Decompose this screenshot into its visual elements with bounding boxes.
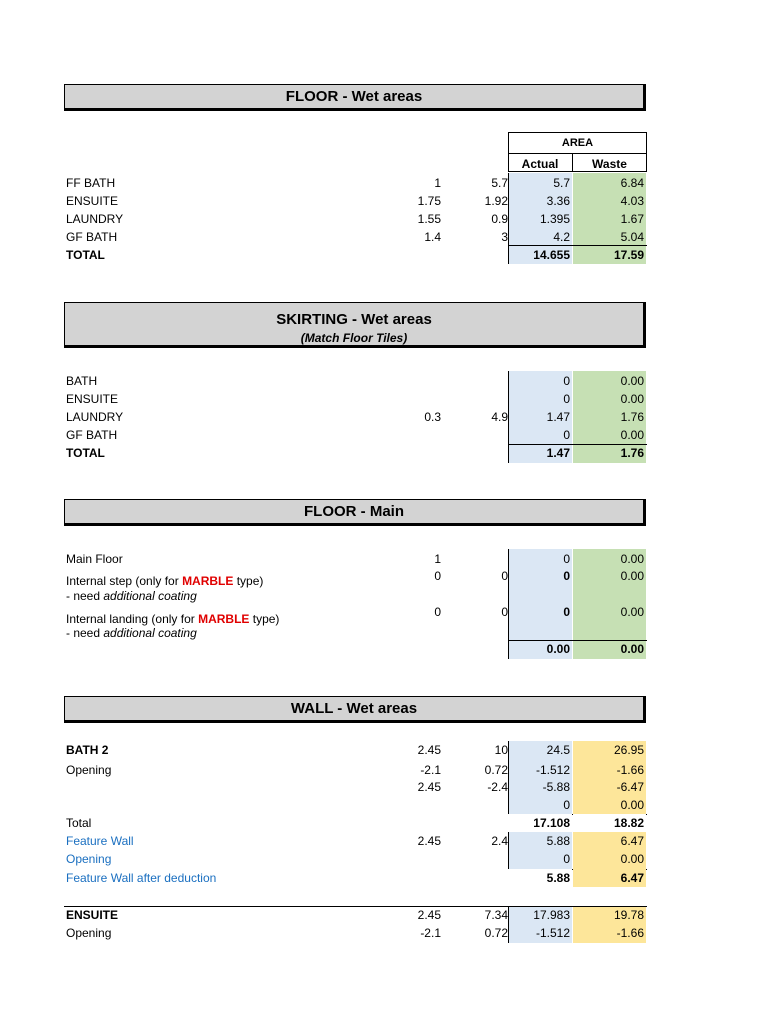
waste-value: 0.00 xyxy=(620,552,644,566)
note-text: - need xyxy=(66,626,104,640)
total-actual: 1.47 xyxy=(546,446,570,460)
dimension-b: 7.34 xyxy=(484,908,508,922)
section-subtitle: (Match Floor Tiles) xyxy=(300,331,408,345)
total-waste: 0.00 xyxy=(620,642,644,656)
actual-value: -1.512 xyxy=(535,763,570,777)
actual-value: 5.7 xyxy=(553,176,570,190)
row-label: LAUNDRY xyxy=(66,212,124,226)
row-label: Opening xyxy=(66,926,112,940)
row-label xyxy=(66,574,263,588)
waste-value: -1.66 xyxy=(616,763,644,777)
waste-value: 0.00 xyxy=(620,392,644,406)
actual-value: 0 xyxy=(563,392,570,406)
actual-value: -1.512 xyxy=(535,926,570,940)
actual-value: 1.47 xyxy=(546,410,570,424)
row-label: BATH xyxy=(66,374,98,388)
dimension-a: -2.1 xyxy=(420,926,441,940)
dimension-b: 1.92 xyxy=(484,194,508,208)
column-header-actual: Actual xyxy=(521,157,559,171)
row-label: Feature Wall after deduction xyxy=(66,871,217,885)
dimension-b: 3 xyxy=(501,230,508,244)
waste-value: 1.76 xyxy=(620,410,644,424)
total-waste: 1.76 xyxy=(620,446,644,460)
dimension-a: 1 xyxy=(434,552,441,566)
waste-value: 0.00 xyxy=(620,798,644,812)
total-actual: 17.108 xyxy=(533,816,570,830)
actual-value: 4.2 xyxy=(553,230,570,244)
section-header-wall-wet xyxy=(64,696,646,723)
dimension-b: 0.9 xyxy=(491,212,508,226)
label-text: Internal step (only for xyxy=(66,574,183,588)
actual-value: -5.88 xyxy=(542,780,570,794)
waste-value: 4.03 xyxy=(620,194,644,208)
section-header-skirting xyxy=(64,302,646,348)
section-title: FLOOR - Wet areas xyxy=(285,88,423,105)
total-waste: 17.59 xyxy=(613,248,644,262)
section-title: WALL - Wet areas xyxy=(290,700,418,717)
row-note xyxy=(66,589,197,603)
dimension-a: 1.55 xyxy=(417,212,441,226)
actual-value: 0 xyxy=(563,428,570,442)
dimension-a: 1.4 xyxy=(424,230,441,244)
row-label: FF BATH xyxy=(66,176,116,190)
dimension-a: 1.75 xyxy=(417,194,441,208)
waste-value: 6.47 xyxy=(620,871,644,885)
section-header-floor-main xyxy=(64,499,646,526)
actual-value: 0 xyxy=(563,374,570,388)
area-header: AREA xyxy=(561,137,594,149)
row-label: GF BATH xyxy=(66,230,118,244)
dimension-b: 0 xyxy=(501,569,508,583)
dimension-a: 1 xyxy=(434,176,441,190)
total-label: TOTAL xyxy=(66,248,105,262)
dimension-b: 5.7 xyxy=(491,176,508,190)
section-title: FLOOR - Main xyxy=(304,503,404,520)
waste-value: 19.78 xyxy=(613,908,644,922)
label-text: type) xyxy=(233,574,264,588)
row-label: ENSUITE xyxy=(66,908,119,922)
divider xyxy=(508,153,647,154)
dimension-a: 2.45 xyxy=(417,908,441,922)
column-header-waste: Waste xyxy=(592,157,627,171)
row-label: GF BATH xyxy=(66,428,118,442)
dimension-a: 0.3 xyxy=(424,410,441,424)
actual-value: 0 xyxy=(563,798,570,812)
total-actual: 14.655 xyxy=(533,248,570,262)
note-text: - need xyxy=(66,589,104,603)
actual-value: 3.36 xyxy=(546,194,570,208)
note-italic: additional coating xyxy=(103,589,197,603)
row-label: ENSUITE xyxy=(66,392,119,406)
dimension-b: -2.4 xyxy=(487,780,508,794)
dimension-a: -2.1 xyxy=(420,763,441,777)
waste-value: 6.84 xyxy=(620,176,644,190)
waste-value: 1.67 xyxy=(620,212,644,226)
actual-value: 5.88 xyxy=(546,834,570,848)
dimension-b: 2.4 xyxy=(491,834,508,848)
actual-value: 17.983 xyxy=(533,908,570,922)
actual-value: 5.88 xyxy=(546,871,570,885)
total-waste: 18.82 xyxy=(613,816,644,830)
dimension-a: 2.45 xyxy=(417,780,441,794)
dimension-b: 4.9 xyxy=(491,410,508,424)
waste-value: -6.47 xyxy=(616,780,644,794)
label-text: Internal landing (only for xyxy=(66,612,199,626)
dimension-b: 0.72 xyxy=(484,763,508,777)
dimension-a: 0 xyxy=(434,605,441,619)
dimension-a: 2.45 xyxy=(417,834,441,848)
actual-value: 1.395 xyxy=(539,212,570,226)
divider xyxy=(508,245,647,246)
marble-highlight: MARBLE xyxy=(182,574,234,588)
actual-value: 24.5 xyxy=(546,743,570,757)
divider xyxy=(508,640,647,641)
section-title: SKIRTING - Wet areas xyxy=(276,311,432,328)
waste-value: 6.47 xyxy=(620,834,644,848)
row-label: Main Floor xyxy=(66,552,123,566)
actual-value: 0 xyxy=(563,852,570,866)
row-label: ENSUITE xyxy=(66,194,119,208)
waste-value: 0.00 xyxy=(620,569,644,583)
dimension-b: 0 xyxy=(501,605,508,619)
actual-value: 0 xyxy=(563,569,570,583)
total-label: TOTAL xyxy=(66,446,105,460)
waste-value: 26.95 xyxy=(613,743,644,757)
actual-value: 0 xyxy=(563,605,570,619)
label-text: type) xyxy=(249,612,280,626)
section-header-floor-wet xyxy=(64,84,646,111)
dimension-b: 0.72 xyxy=(484,926,508,940)
row-label: LAUNDRY xyxy=(66,410,124,424)
note-italic: additional coating xyxy=(103,626,197,640)
row-label: Opening xyxy=(66,852,112,866)
waste-value: -1.66 xyxy=(616,926,644,940)
actual-value: 0 xyxy=(563,552,570,566)
waste-value: 0.00 xyxy=(620,428,644,442)
row-label xyxy=(66,612,279,626)
row-label: BATH 2 xyxy=(66,743,109,757)
total-label: Total xyxy=(66,816,92,830)
waste-value: 0.00 xyxy=(620,374,644,388)
dimension-a: 0 xyxy=(434,569,441,583)
row-note xyxy=(66,626,197,640)
waste-value: 0.00 xyxy=(620,605,644,619)
marble-highlight: MARBLE xyxy=(198,612,250,626)
waste-value: 5.04 xyxy=(620,230,644,244)
divider xyxy=(508,444,647,445)
total-actual: 0.00 xyxy=(546,642,570,656)
dimension-a: 2.45 xyxy=(417,743,441,757)
waste-value: 0.00 xyxy=(620,852,644,866)
row-label: Opening xyxy=(66,763,112,777)
row-label: Feature Wall xyxy=(66,834,134,848)
dimension-b: 10 xyxy=(494,743,508,757)
